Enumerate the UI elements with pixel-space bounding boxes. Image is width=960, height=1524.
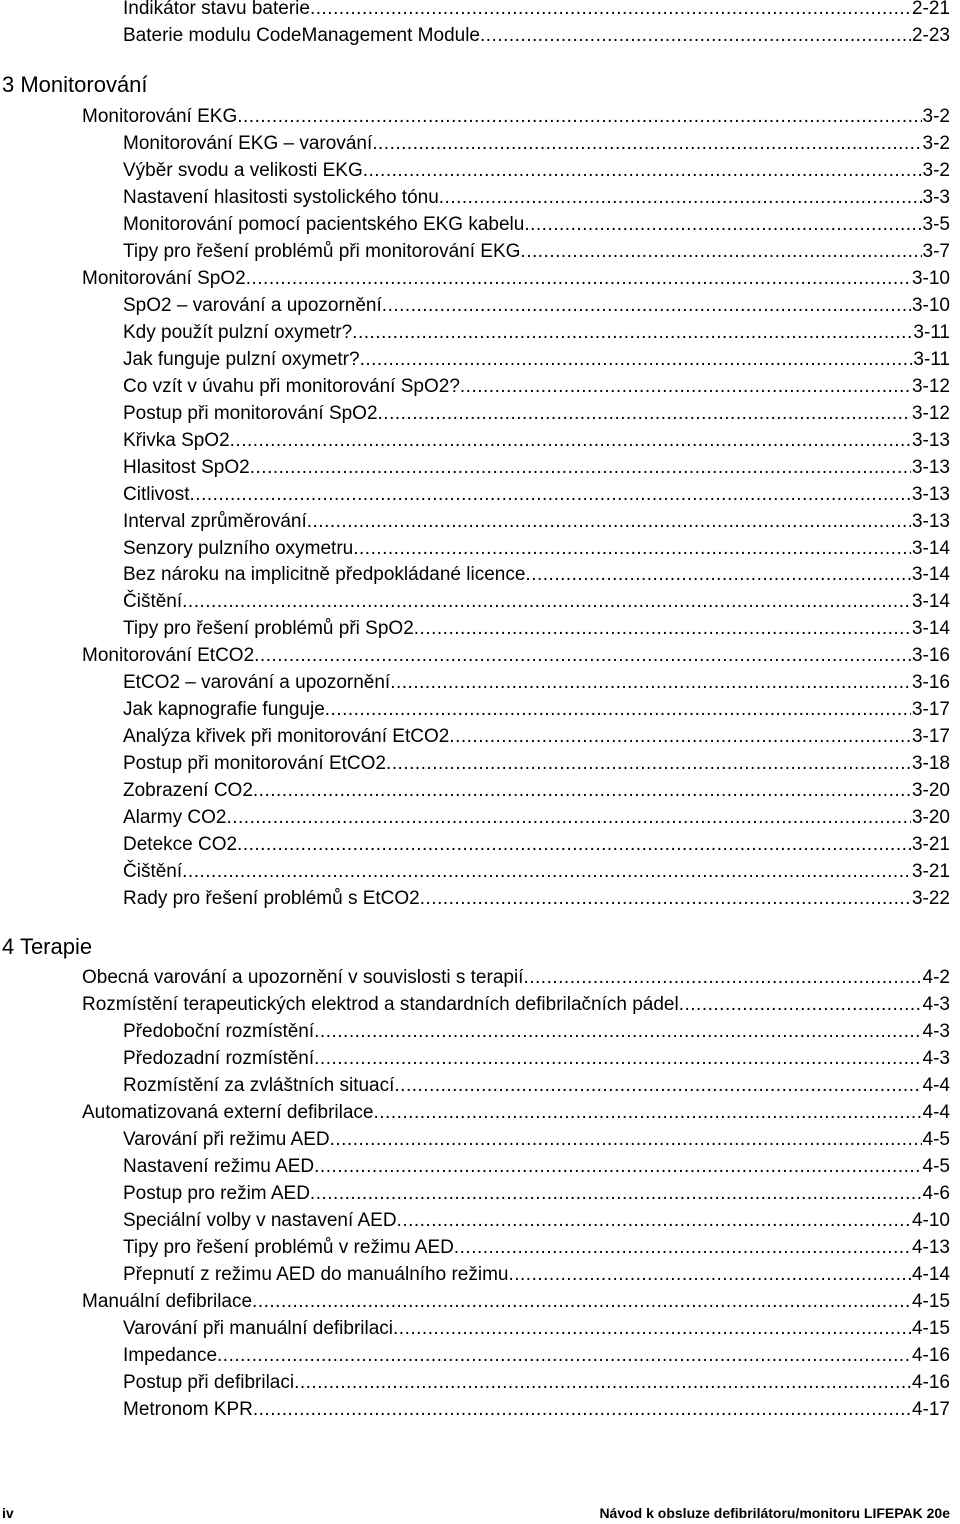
toc-entry-title: Předoboční rozmístění: [123, 1021, 315, 1042]
toc-entry-title: Monitorování EKG: [82, 106, 238, 127]
toc-leader-dots: [454, 1235, 911, 1261]
toc-leader-dots: [353, 536, 911, 562]
toc-entry[interactable]: [123, 0, 950, 22]
toc-entry-title: Postup pro režim AED: [123, 1183, 310, 1204]
toc-entry-title: Automatizovaná externí defibrilace: [82, 1102, 374, 1123]
toc-entry-title: Detekce CO2: [123, 834, 238, 856]
toc-leader-dots: [253, 1397, 911, 1423]
toc-entry-page: 4-3: [922, 1021, 950, 1042]
toc-entry-page: 3-21: [911, 861, 950, 883]
toc-entry-page: 3-16: [911, 645, 950, 667]
toc-entry-page: 4-13: [911, 1237, 950, 1258]
toc-entry-page: 4-10: [911, 1210, 950, 1231]
toc-leader-dots: [374, 1100, 922, 1126]
toc-entry-title: Varování při manuální defibrilaci: [123, 1318, 394, 1339]
toc-entry[interactable]: [123, 616, 950, 642]
toc-entry[interactable]: [123, 1073, 950, 1099]
toc-entry[interactable]: [123, 131, 950, 157]
toc-entry-title: Nastavení režimu AED: [123, 1156, 315, 1177]
toc-entry-page: 3-7: [922, 240, 950, 262]
toc-entry-page: 3-20: [911, 807, 950, 829]
toc-entry[interactable]: [123, 832, 950, 858]
toc-entry[interactable]: [123, 455, 950, 481]
toc-entry-page: 3-13: [911, 483, 950, 505]
toc-leader-dots: [325, 697, 911, 723]
toc-entry-page: 3-17: [911, 726, 950, 748]
toc-entry-title: Nastavení hlasitosti systolického tónu: [123, 186, 439, 208]
toc-entry-title: Bez nároku na implicitně předpokládané licence: [123, 564, 526, 586]
toc-entry[interactable]: [82, 104, 950, 130]
toc-entry-page: 4-3: [922, 994, 950, 1015]
toc-leader-dots: [314, 1154, 921, 1180]
toc-entry-page: 4-6: [922, 1183, 950, 1204]
toc-leader-dots: [250, 455, 911, 481]
toc-entry[interactable]: [123, 1046, 950, 1072]
toc-entry[interactable]: [123, 859, 950, 885]
toc-entry-title: Postup při monitorování EtCO2: [123, 753, 386, 775]
toc-entry[interactable]: [123, 1343, 950, 1369]
toc-entry[interactable]: [123, 1127, 950, 1153]
toc-entry[interactable]: [123, 886, 950, 912]
toc-entry[interactable]: [123, 724, 950, 750]
toc-entry-title: Impedance: [123, 1345, 218, 1366]
toc-entry-title: Přepnutí z režimu AED do manuálního režimu: [123, 1264, 509, 1285]
toc-entry[interactable]: [123, 1316, 950, 1342]
toc-entry-title: Jak kapnografie funguje: [123, 699, 325, 721]
toc-entry-title: Zobrazení CO2: [123, 780, 253, 802]
toc-entry[interactable]: [123, 751, 950, 777]
toc-entry-page: 3-14: [911, 537, 950, 559]
toc-leader-dots: [449, 724, 911, 750]
toc-entry-title: Monitorování pomocí pacientského EKG kabelu: [123, 213, 525, 235]
toc-entry-title: Varování při režimu AED: [123, 1129, 330, 1150]
toc-entry-title: Indikátor stavu baterie: [123, 0, 310, 19]
toc-leader-dots: [254, 643, 911, 669]
toc-leader-dots: [182, 589, 911, 615]
toc-leader-dots: [246, 266, 911, 292]
toc-entry[interactable]: [123, 212, 950, 238]
toc-entry-title: Manuální defibrilace: [82, 1291, 253, 1312]
toc-entry-title: Čištění: [123, 861, 183, 883]
toc-entry[interactable]: [123, 185, 950, 211]
toc-entry-page: 3-3: [922, 186, 950, 208]
toc-entry[interactable]: [123, 482, 950, 508]
toc-entry[interactable]: [123, 670, 950, 696]
toc-entry-title: Interval zprůměrování: [123, 510, 307, 532]
toc-leader-dots: [182, 859, 911, 885]
toc-entry-title: Speciální volby v nastavení AED: [123, 1210, 397, 1231]
toc-leader-dots: [520, 239, 921, 265]
toc-leader-dots: [372, 131, 921, 157]
toc-entry-title: EtCO2 – varování a upozornění: [123, 672, 391, 694]
toc-entry[interactable]: [123, 158, 950, 184]
toc-leader-dots: [310, 1181, 922, 1207]
toc-entry-page: 4-16: [911, 1345, 950, 1366]
toc-leader-dots: [397, 1208, 911, 1234]
toc-entry-title: Alarmy CO2: [123, 807, 227, 829]
toc-leader-dots: [420, 886, 911, 912]
toc-entry-page: 3-13: [911, 456, 950, 478]
toc-leader-dots: [523, 965, 921, 991]
toc-leader-dots: [679, 992, 922, 1018]
toc-entry-title: Monitorování EKG – varování: [123, 132, 373, 154]
toc-leader-dots: [363, 158, 922, 184]
toc-entry-title: Metronom KPR: [123, 1399, 253, 1420]
toc-entry-title: Monitorování SpO2: [82, 267, 246, 289]
chapter-heading: 3 Monitorování: [2, 72, 148, 97]
toc-entry-page: 3-5: [922, 213, 950, 235]
toc-entry[interactable]: [123, 320, 950, 346]
toc-leader-dots: [390, 670, 911, 696]
toc-entry-page: 3-12: [911, 375, 950, 397]
toc-entry[interactable]: [123, 239, 950, 265]
toc-leader-dots: [394, 1073, 921, 1099]
toc-entry-page: 3-2: [922, 159, 950, 181]
toc-leader-dots: [314, 1019, 921, 1045]
toc-entry[interactable]: [82, 1100, 950, 1126]
toc-entry-title: Rady pro řešení problémů s EtCO2: [123, 888, 420, 910]
toc-entry-page: 3-10: [911, 267, 950, 289]
toc-entry[interactable]: [123, 778, 950, 804]
toc-entry-page: 3-11: [913, 348, 950, 370]
toc-leader-dots: [237, 832, 911, 858]
footer-document-title: Návod k obsluze defibrilátoru/monitoru LIFEPAK 20e: [599, 1505, 950, 1521]
toc-entry-page: 3-13: [911, 429, 950, 451]
toc-entry[interactable]: [123, 1397, 950, 1423]
toc-entry-page: 3-21: [911, 834, 950, 856]
toc-entry[interactable]: [82, 992, 950, 1018]
toc-entry-title: Hlasitost SpO2: [123, 456, 250, 478]
toc-entry[interactable]: [123, 1370, 950, 1396]
toc-entry-page: 4-5: [922, 1129, 950, 1150]
toc-entry-title: Monitorování EtCO2: [82, 645, 255, 667]
toc-entry[interactable]: [123, 428, 950, 454]
toc-entry-page: 3-13: [911, 510, 950, 532]
toc-entry[interactable]: [123, 1154, 950, 1180]
toc-entry[interactable]: [82, 965, 950, 991]
toc-leader-dots: [439, 185, 922, 211]
chapter-heading: 4 Terapie: [2, 934, 93, 959]
toc-leader-dots: [378, 401, 911, 427]
toc-entry-page: 4-5: [922, 1156, 950, 1177]
toc-entry-page: 3-16: [911, 672, 950, 694]
toc-entry-title: Čištění: [123, 591, 183, 613]
footer-page-number: iv: [2, 1505, 14, 1521]
toc-leader-dots: [460, 374, 911, 400]
toc-entry[interactable]: [123, 697, 950, 723]
toc-entry-page: 3-11: [913, 321, 950, 343]
toc-entry[interactable]: [123, 1181, 950, 1207]
toc-entry-title: Rozmístění za zvláštních situací: [123, 1075, 395, 1096]
toc-entry-title: Baterie modulu CodeManagement Module: [123, 25, 480, 46]
toc-leader-dots: [330, 1127, 922, 1153]
toc-entry-title: Jak funguje pulzní oxymetr?: [123, 348, 360, 370]
toc-leader-dots: [217, 1343, 911, 1369]
toc-entry-page: 3-2: [922, 132, 950, 154]
toc-leader-dots: [253, 778, 911, 804]
toc-entry-title: Senzory pulzního oxymetru: [123, 537, 354, 559]
toc-entry-title: Tipy pro řešení problémů při SpO2: [123, 618, 414, 640]
toc-entry-title: Postup při monitorování SpO2: [123, 402, 378, 424]
toc-entry-title: Citlivost: [123, 483, 190, 505]
toc-leader-dots: [310, 0, 911, 22]
toc-entry[interactable]: [82, 266, 950, 292]
toc-entry-page: 3-14: [911, 564, 950, 586]
toc-entry[interactable]: [123, 1262, 950, 1288]
toc-entry-page: 3-18: [911, 753, 950, 775]
toc-leader-dots: [314, 1046, 921, 1072]
toc-entry[interactable]: [123, 509, 950, 535]
toc-entry-title: Co vzít v úvahu při monitorování SpO2?: [123, 375, 460, 397]
toc-entry[interactable]: [123, 805, 950, 831]
toc-leader-dots: [226, 805, 911, 831]
toc-leader-dots: [252, 1289, 911, 1315]
toc-leader-dots: [480, 23, 911, 49]
toc-leader-dots: [230, 428, 911, 454]
toc-entry[interactable]: [123, 293, 950, 319]
toc-leader-dots: [294, 1370, 911, 1396]
toc-leader-dots: [386, 751, 911, 777]
toc-leader-dots: [360, 347, 913, 373]
toc-entry-page: 3-2: [922, 106, 950, 127]
toc-entry[interactable]: [123, 347, 950, 373]
toc-entry[interactable]: [82, 643, 950, 669]
toc-entry-page: 3-22: [911, 888, 950, 910]
toc-entry[interactable]: [123, 401, 950, 427]
toc-leader-dots: [414, 616, 911, 642]
toc-leader-dots: [382, 293, 911, 319]
toc-leader-dots: [508, 1262, 911, 1288]
toc-entry-title: Kdy použít pulzní oxymetr?: [123, 321, 353, 343]
toc-entry-title: Postup při defibrilaci: [123, 1372, 295, 1393]
toc-entry-page: 4-16: [911, 1372, 950, 1393]
toc-entry-page: 2-23: [911, 25, 950, 46]
toc-leader-dots: [352, 320, 912, 346]
toc-entry-title: Křivka SpO2: [123, 429, 230, 451]
toc-entry-title: Předozadní rozmístění: [123, 1048, 315, 1069]
toc-entry-page: 4-15: [911, 1291, 950, 1312]
toc-entry-page: 3-14: [911, 591, 950, 613]
toc-entry[interactable]: [123, 1019, 950, 1045]
toc-entry-page: 3-10: [911, 294, 950, 316]
toc-entry-page: 3-14: [911, 618, 950, 640]
toc-entry-page: 4-14: [911, 1264, 950, 1285]
toc-entry-page: 3-17: [911, 699, 950, 721]
toc-entry-page: 4-4: [922, 1102, 950, 1123]
toc-entry-page: 3-20: [911, 780, 950, 802]
toc-entry-title: SpO2 – varování a upozornění: [123, 294, 382, 316]
toc-entry-title: Tipy pro řešení problémů při monitorování EKG: [123, 240, 521, 262]
toc-entry-title: Rozmístění terapeutických elektrod a standardních defibrilačních pádel: [82, 994, 679, 1015]
toc-entry-title: Výběr svodu a velikosti EKG: [123, 159, 363, 181]
toc-leader-dots: [393, 1316, 911, 1342]
toc-entry[interactable]: [123, 374, 950, 400]
toc-entry-page: 4-15: [911, 1318, 950, 1339]
toc-entry-page: 4-3: [922, 1048, 950, 1069]
toc-entry[interactable]: [123, 536, 950, 562]
toc-leader-dots: [524, 212, 921, 238]
toc-entry-page: 4-17: [911, 1399, 950, 1420]
toc-leader-dots: [237, 104, 921, 130]
toc-entry[interactable]: [123, 1208, 950, 1234]
toc-entry[interactable]: [123, 1235, 950, 1261]
toc-entry[interactable]: [123, 23, 950, 49]
toc-leader-dots: [525, 562, 911, 588]
toc-entry[interactable]: [123, 589, 950, 615]
toc-entry[interactable]: [82, 1289, 950, 1315]
toc-leader-dots: [190, 482, 911, 508]
toc-entry-title: Analýza křivek při monitorování EtCO2: [123, 726, 450, 748]
toc-entry[interactable]: [123, 562, 950, 588]
toc-entry-title: Tipy pro řešení problémů v režimu AED: [123, 1237, 454, 1258]
toc-entry-page: 3-12: [911, 402, 950, 424]
toc-entry-page: 2-21: [911, 0, 950, 19]
toc-entry-title: Obecná varování a upozornění v souvislosti s terapií: [82, 967, 524, 988]
toc-entry-page: 4-4: [922, 1075, 950, 1096]
toc-entry-page: 4-2: [922, 967, 950, 988]
toc-leader-dots: [307, 509, 911, 535]
